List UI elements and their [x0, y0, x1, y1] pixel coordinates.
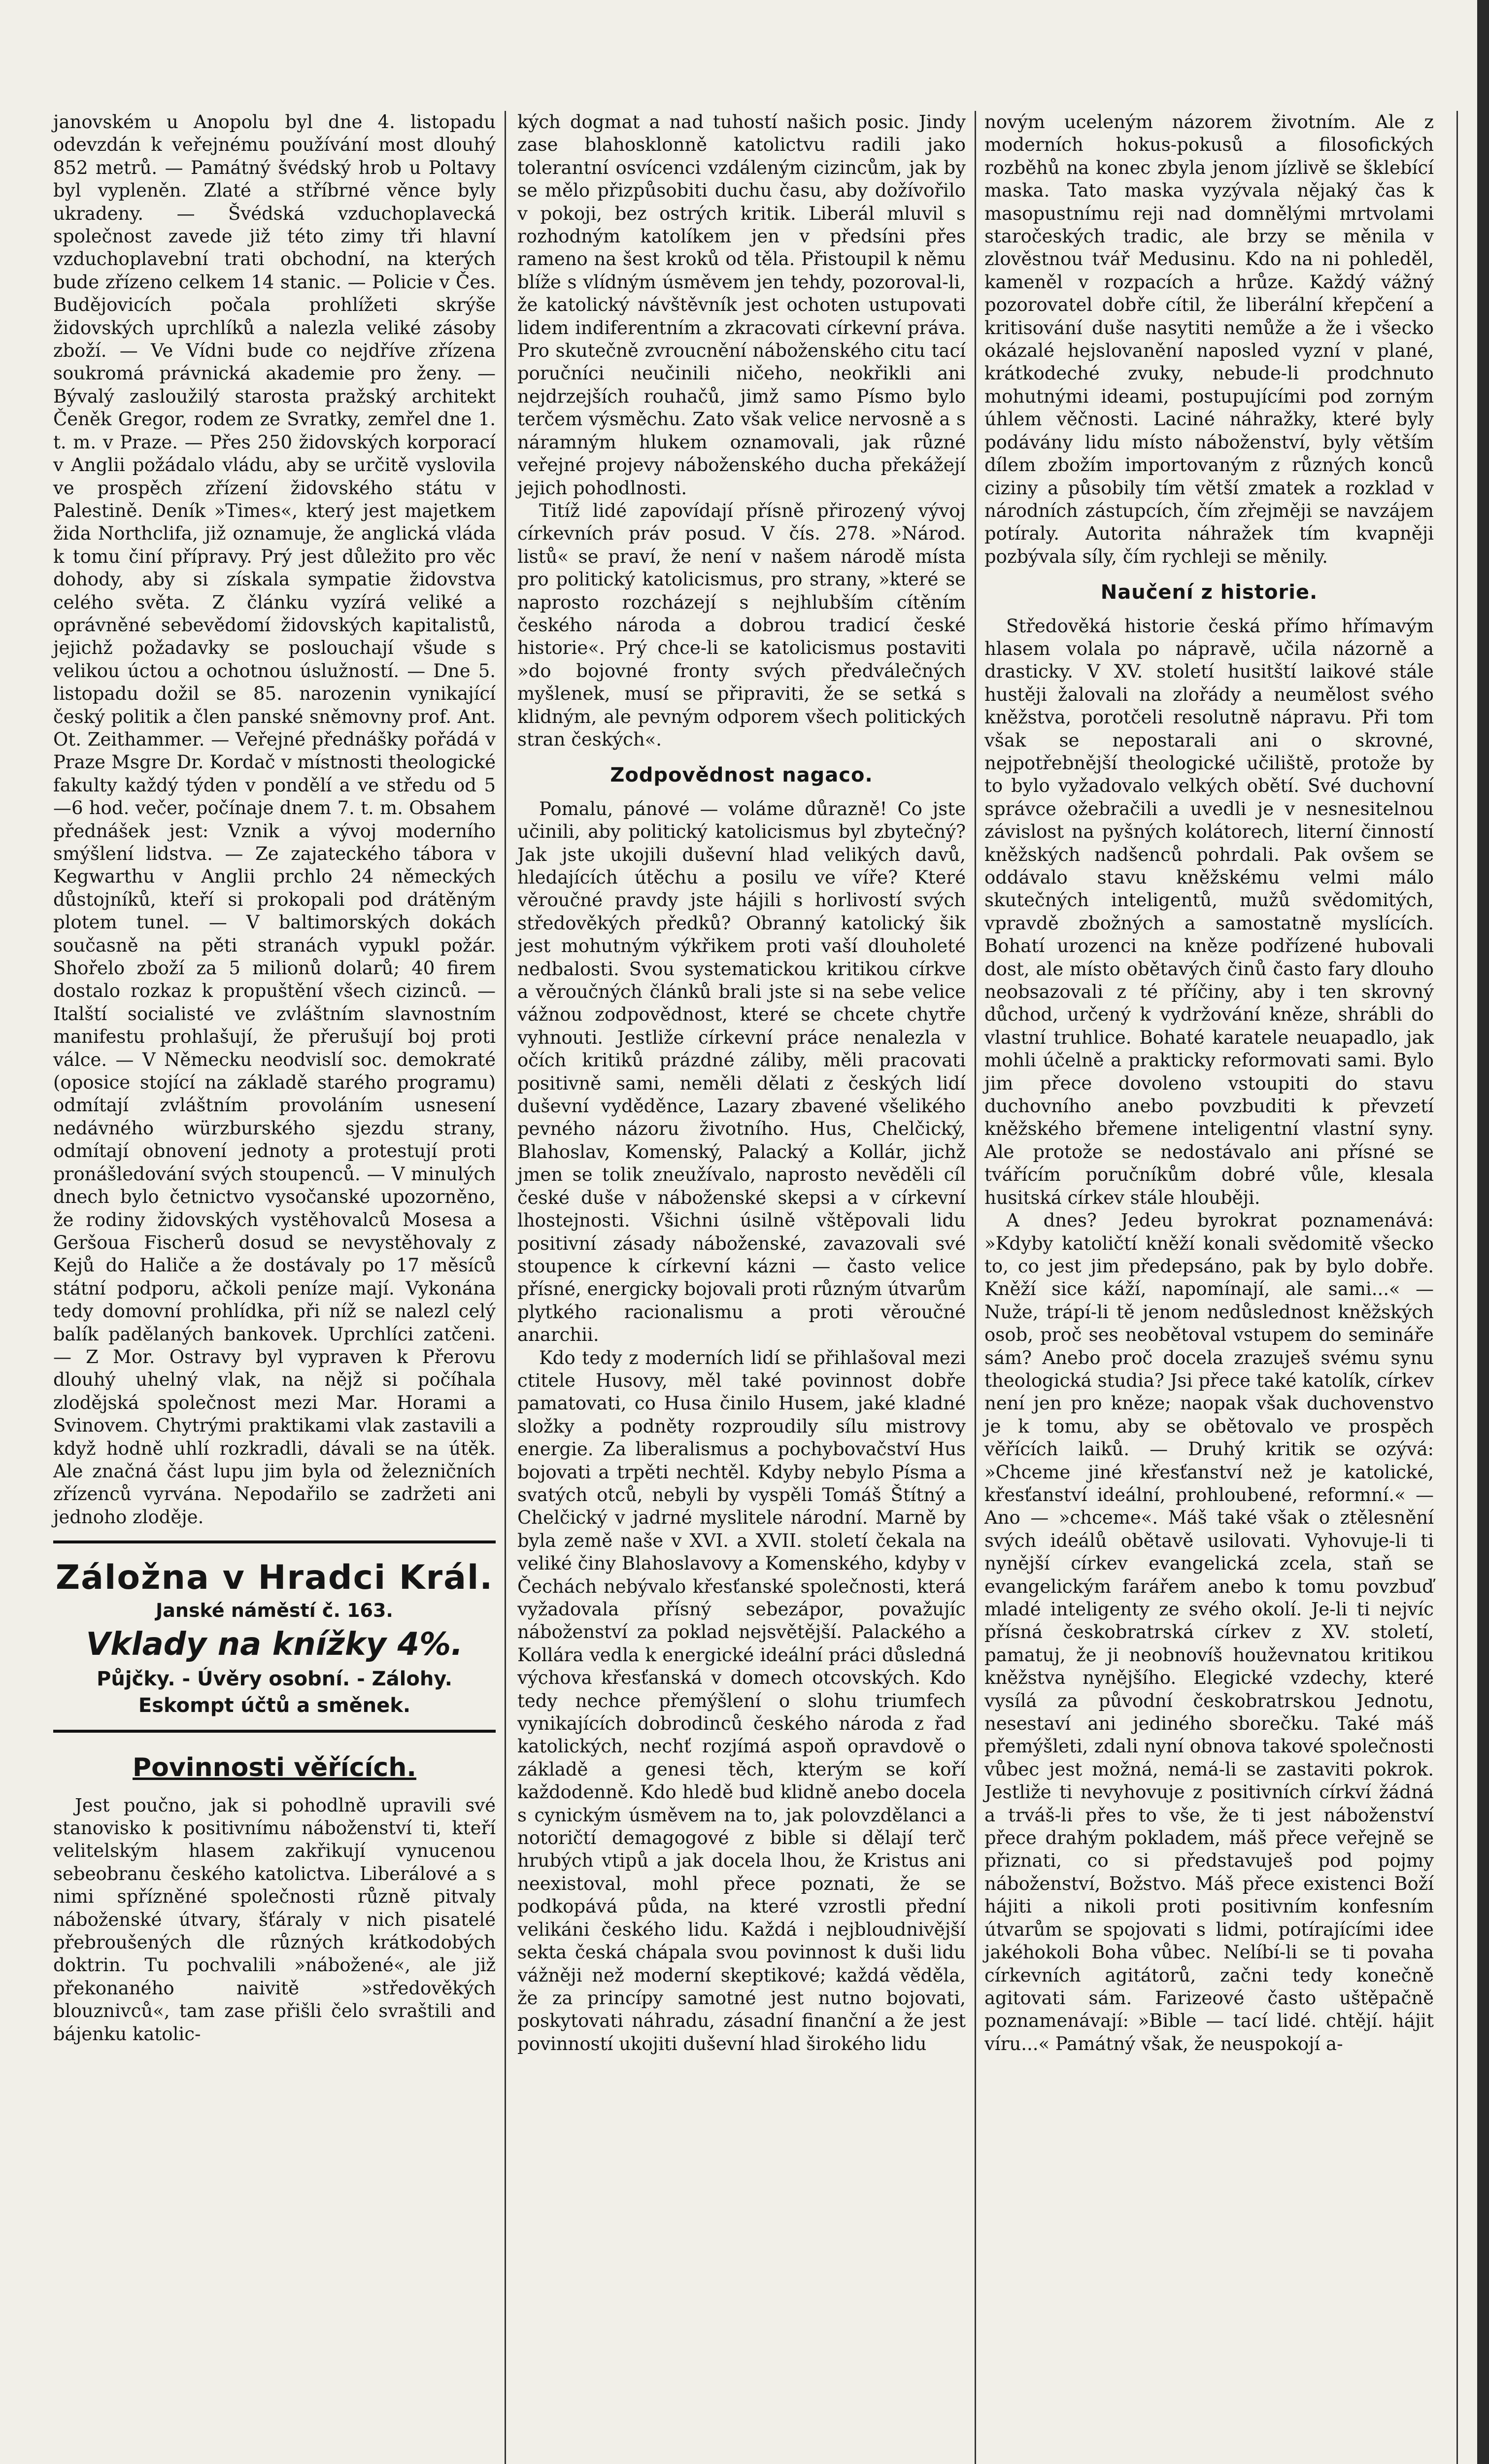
ad-slogan: Vklady na knížky 4%. — [86, 1626, 463, 1663]
column-divider — [975, 111, 976, 2464]
article-paragraph: Pomalu, pánové — voláme důrazně! Co jste učinili, aby politický katolicismus byl zbytečný? Jak jste ukojili duševní hlad velikých davů, hledajících útěchu a posilu ve víře? Které věroučné pravdy jste hájili s horlivostí svých středověkých předků? Obranný katolický šik jest mohutným výkřikem proti vaší dlouholeté nedbalosti. Svou systematickou kritikou církve a věroučných článků brali jste si na sebe velice vážnou zodpovědnost, které se chcete chytře vyhnouti. Jestliže církevní práce nenalezla v očích kritiků prázdné záliby, měli pracovati positivně sami, neměli dělati z českých lidí duševní vyděděnce, Lazary zbavené všelikého pevného názoru životního. Hus, Chelčický, Blahoslav, Komenský, Palacký a Kollár, jichž jmen se tolik zneužívalo, naprosto nevěděli cíl české duše v náboženské skepsi a v církevní lhostejnosti. Všichni úsilně vštěpovali lidu positivní zásady náboženské, zavazovali své stoupence k církevní kázni — často velice přísné, energicky bojovali proti různým útvarům plytkého racionalismu a proti věroučné anarchii. — [517, 798, 966, 1346]
ad-services: Půjčky. - Úvěry osobní. - Zálohy. — [97, 1668, 452, 1691]
article-paragraph: Jest poučno, jak si pohodlně upravili své stanovisko k positivnímu náboženství ti, kteří velitelským hlasem zakřikují vynucenou sebeobranu českého katolictva. Liberálové a s nimi spřízněné společnosti různě pitvaly náboženské útvary, šťáraly v nich pisatelé přebroušených dle různých krátkodobých doktrin. Tu pochvalili »nábožené«, ale již překonaného naivitě »středověkých blouznivců«, tam zase přišli čelo svraštili and bájenku katolic- — [53, 1794, 496, 2045]
article-paragraph: Titíž lidé zapovídají přísně přirozený vývoj církevních práv posud. V čís. 278. »Národ. listů« se praví, že není v našem národě místa pro politický katolicismus, pro strany, »které se naprosto rozcházejí s nejhlubším cítěním českého národa a dobrou tradicí české historie«. Prý chce-li se katolicismus postaviti »do bojovné fronty svých předválečných myšlenek, musí se připraviti, že se setká s klidným, ale pevným odporem všech politických stran českých«. — [517, 500, 966, 750]
article-paragraph: Středověká historie česká přímo hřímavým hlasem volala po nápravě, učila názorně a drasticky. V XV. století husitští laikové stále hustěji žalovali na zlořády a neumělost svého kněžstva, porotčeli resolutně nápravu. Při tom však se nepostarali ani o skrovné, nejpotřebnější theologické učiliště, protože by to bylo vyžadovalo velkých obětí. Své duchovní správce ožebračili a uvedli je v nesnesitelnou závislost na pyšných kolátorech, literní činností kněžských nadšenců pohrdali. Pak ovšem se oddávalo stavu kněžskému velmi málo skutečných inteligentů, mužů svědomitých, vpravdě zbožných a samostatně myslících. Bohatí urozenci na kněze podřízené hubovali dost, ale místo obětavých činů často fary dlouho neobsazovali z té příčiny, aby i ten skrovný důchod, určený k vydržování kněze, shrábli do vlastní truhlice. Bohaté karatele neuapadlo, jak mohli účelně a prakticky reformovati sami. Bylo jim přece dovoleno vstoupiti do stavu duchovního anebo povzbuditi k převzetí kněžského břemene inteligentní vlastní syny. Ale protože se nedostávalo ani přísné se tvářícím poručníkům dobré vůle, klesala husitská církev stále hlouběji. — [984, 615, 1434, 1208]
column-1 — [53, 111, 496, 2046]
column-3 — [984, 111, 1434, 2055]
advertisement — [53, 1540, 496, 1733]
ad-address: Janské náměstí č. 163. — [156, 1600, 393, 1622]
article-paragraph: A dnes? Jedeu byrokrat poznamenává: »Kdyby katoličtí kněží konali svědomitě všecko to, co jest jim předepsáno, pak by bylo dobře. Kněží sice káží, napomínají, ale sami...« — Nuže, trápí-li tě jenom nedůslednost kněžských osob, proč ses neobětoval vstupem do semináře sám? Anebo proč docela zrazuješ svému synu theologická studia? Jsi přece také katolík, církev není jen pro kněze; naopak však duchovenstvo je k tomu, aby se obětovalo ve prospěch věřících laiků. — Druhý kritik se ozývá: »Chceme jiné křesťanství než je katolické, křesťanství ideální, prohloubené, reformní.« — Ano — »chceme«. Máš také však o ztělesnění svých ideálů obětavě usilovati. Vyhovuje-li ti nynější církev evangelická zcela, staň se evangelickým farářem anebo k tomu povzbuď mladé inteligenty ze svého okolí. Je-li ti nejvíc přísná českobratrská církev z XV. století, pamatuj, že ji neobnovíš houževnatou kritikou kněžstva nynějšího. Elegické vzdechy, které vysílá za původní českobratrskou Jednotu, nesestaví ani jediného sborečku. Také máš přemýšleti, zdali nyní obnova takové společnosti vůbec jest možná, nemá-li se zastaviti pokrok. Jestliže ti nevyhovuje z positivních církví žádná a trváš-li přes to vše, že ti jest náboženství přece drahým pokladem, máš přece veřejně se přiznati, co si představuješ pod pojmy náboženství, Božstvo. Máš přece existenci Boží hájiti a nikoli proti positivním konfesním útvarům se spojovati s lidmi, potírajícími idee jakéhokoli Boha vůbec. Nelíbí-li se ti povaha církevních agitátorů, začni tedy konečně agitovati sám. Farizeové často uštěpačně poznamenávají: »Bible — tací lidé. chtějí. hájit víru...« Památný však, že neuspokojí a- — [984, 1210, 1434, 2054]
ad-bank-name: Záložna v Hradci Král. — [55, 1558, 494, 1598]
ad-services-2: Eskompt účtů a směnek. — [138, 1694, 411, 1717]
article-paragraph: novým uceleným názorem životním. Ale z moderních hokus-pokusů a filosofických rozběhů na konec zbyla jenom jízlivě se šklebící maska. Tato maska vyzývala nějaký čas k masopustnímu reji nad domnělými mrtvolami staročeských tradic, ale brzy se měnila v zlověstnou tvář Medusinu. Kdo na ni pohleděl, kameněl v rozpacích a hrůze. Každý vážný pozorovatel dobře cítil, že liberální křepčení a kritisování duše nasytiti nemůže a že i všecko okázalé hejslovanění naposled vyzní v plané, krátkodeché zvuky, nebude-li prodchnuto mohutnými ideami, postupujícími pod zorným úhlem věčnosti. Laciné náhražky, které byly podávány lidu místo náboženství, byly větším dílem zbožím importovaným z různých konců ciziny a působily tím větší zmatek a rozklad v národních zástupcích, čím zřejměji se navzájem potíraly. Autorita náhražek tím kvapněji pozbývala síly, čím rychleji se měnily. — [984, 111, 1434, 567]
section-heading: Naučení z historie. — [1100, 581, 1318, 604]
article-heading: Povinnosti věřících. — [133, 1753, 416, 1783]
article-paragraph: Kdo tedy z moderních lidí se přihlašoval mezi ctitele Husovy, měl také povinnost dobře pamatovati, co Husa činilo Husem, jaké kladné složky a podněty rozproudily sílu mistrovy energie. Za liberalismus a pochybovačství Hus bojovati a trpěti nechtěl. Kdyby nebylo Písma a svatých otců, nebyli by vyspěli Tomáš Štítný a Chelčický v jadrné myslitele národní. Marně by byla země naše v XVI. a XVII. století čekala na veliké činy Blahoslavovy a Komenského, kdyby v Čechách nebývalo křesťanské společnosti, která vyžadovala přísný sebezápor, považujíc náboženství za poklad nejsvětější. Palackého a Kollára vedla k energické ideální práci důsledná výchova křesťanská v domech otcovských. Kdo tedy nechce přemýšlení o slohu triumfech vynikajících dobrodinců českého národa z řad katolických, nechť rozjímá aspoň opravdově o základě a genesi těch, kterým se koří každodenně. Kdo hledě bud klidně anebo docela s cynickým úsměvem na to, jak polovzdělanci a notoričtí demagogové z bible si dělají terč hrubých vtipů a jak docela lhou, že Kristus ani neexistoval, mohl přece poznati, že se podkopává půda, na které vzrostli přední velikáni českého lidu. Každá i nejbloudnivější sekta česká chápala svou povinnost k duši lidu vážněji než moderní skeptikové; každá věděla, že za princípy samotné jest nutno bojovati, poskytovati náhradu, zásadní finanční a že jest povinností ukojiti duševní hlad širokého lidu — [517, 1347, 966, 2054]
section-heading: Zodpovědnost nagaco. — [610, 764, 873, 787]
article-paragraph: kých dogmat a nad tuhostí našich posic. Jindy zase blahosklonně katolictvu radili jako tolerantní osvícenci vzdáleným cizincům, jak by se mělo přizpůsobiti duchu času, aby dožívořilo v pokoji, bez ostrých kritik. Liberál mluvil s rozhodným katolíkem jen v předsíni přes rameno na šest kroků od těla. Přistoupil k němu blíže s vlídným úsměvem jen tehdy, pozoroval-li, že katolický návštěvník jest ochoten ustupovati lidem indiferentním a zkracovati církevní práva. Pro skutečně zvroucnění náboženského citu tací poručníci neučinili ničeho, neokřikli ani nejdrzejších rouhačů, jimž samo Písmo bylo terčem výsměchu. Zato však velice nervosně a s náramným hlukem oznamovali, jak různé veřejné projevy náboženského ducha překážejí jejich pohodlnosti. — [517, 111, 966, 499]
column-divider — [1456, 111, 1458, 2464]
page-edge — [1477, 0, 1489, 2464]
column-divider — [505, 111, 506, 2464]
news-paragraph: janovském u Anopolu byl dne 4. listopadu odevzdán k veřejnému používání most dlouhý 852 metrů. — Památný švédský hrob u Poltavy byl vypleněn. Zlaté a stříbrné věnce byly ukradeny. — Švédská vzduchoplavecká společnost zavede již této zimy tři hlavní vzduchoplavební trati obchodní, na kterých bude zřízeno celkem 14 stanic. — Policie v Čes. Budějovicích počala prohlížeti skrýše židovských uprchlíků a nalezla veliké zásoby zboží. — Ve Vídni bude co nejdříve zřízena soukromá právnická akademie pro ženy. — Bývalý zasloužilý starosta pražský architekt Čeněk Gregor, rodem ze Svratky, zemřel dne 1. t. m. v Praze. — Přes 250 židovských korporací v Anglii požádalo vládu, aby se určitě vyslovila ve prospěch zřízení židovského státu v Palestině. Deník »Times«, který jest majetkem žida Northclifa, již oznamuje, že anglická vláda k tomu činí přípravy. Prý jest důležito pro věc dohody, aby si získala sympatie židovstva celého světa. Z článku vyzírá veliké a oprávněné sebevědomí židovských kapitalistů, jejichž požadavky se poslouchají všude s velikou úctou a ochotnou úslužností. — Dne 5. listopadu dožil se 85. narozenin vynikající český politik a člen panské sněmovny prof. Ant. Ot. Zeithammer. — Veřejné přednášky pořádá v Praze Msgre Dr. Kordač v místnosti theologické fakulty každý týden v pondělí a ve středu od 5—6 hod. večer, počínaje dnem 7. t. m. Obsahem přednášek jest: Vznik a vývoj moderního smýšlení lidstva. — Ze zajateckého tábora v Kegwarthu v Anglii prchlo 24 německých důstojníků, kteří si prokopali pod drátěným plotem tunel. — V baltimorských dokách současně na pěti stranách vypukl požár. Shořelo zboží za 5 milionů dolarů; 40 firem dostalo rozkaz k propuštění všech cizinců. — Italští socialisté ve zvláštním slavnostním manifestu prohlašují, že přerušují boj proti válce. — V Německu neodvislí soc. demokraté (oposice stojící na základě starého programu) odmítají zvláštním provoláním usnesení nedávného würzburského sjezdu strany, odmítají obnovení jednoty a protestují proti pronášledování svých stoupenců. — V minulých dnech bylo četnictvo vysočanské upozorněno, že rodiny židovských vystěhovalců Mosesa a Geršoua Fischerů dosud se nevystěhovaly z Kejů do Haliče a že dostávaly po 17 měsíců státní podporu, ačkoli peníze mají. Vykonána tedy domovní prohlídka, při níž se nalezl celý balík padělaných bankovek. Uprchlíci zatčeni. — Z Mor. Ostravy byl vypraven k Přerovu dlouhý uhelný vlak, na nějž si počíhala zlodějská společnost mezi Mar. Horami a Svinovem. Chytrými praktikami vlak zastavili a když hodně uhlí rozkradli, dávali se na útěk. Ale značná část lupu jim byla od železničních zřízenců vyrvána. Nepodařilo se zadržeti ani jednoho zloděje. — [53, 111, 496, 1528]
column-2 — [517, 111, 966, 2055]
